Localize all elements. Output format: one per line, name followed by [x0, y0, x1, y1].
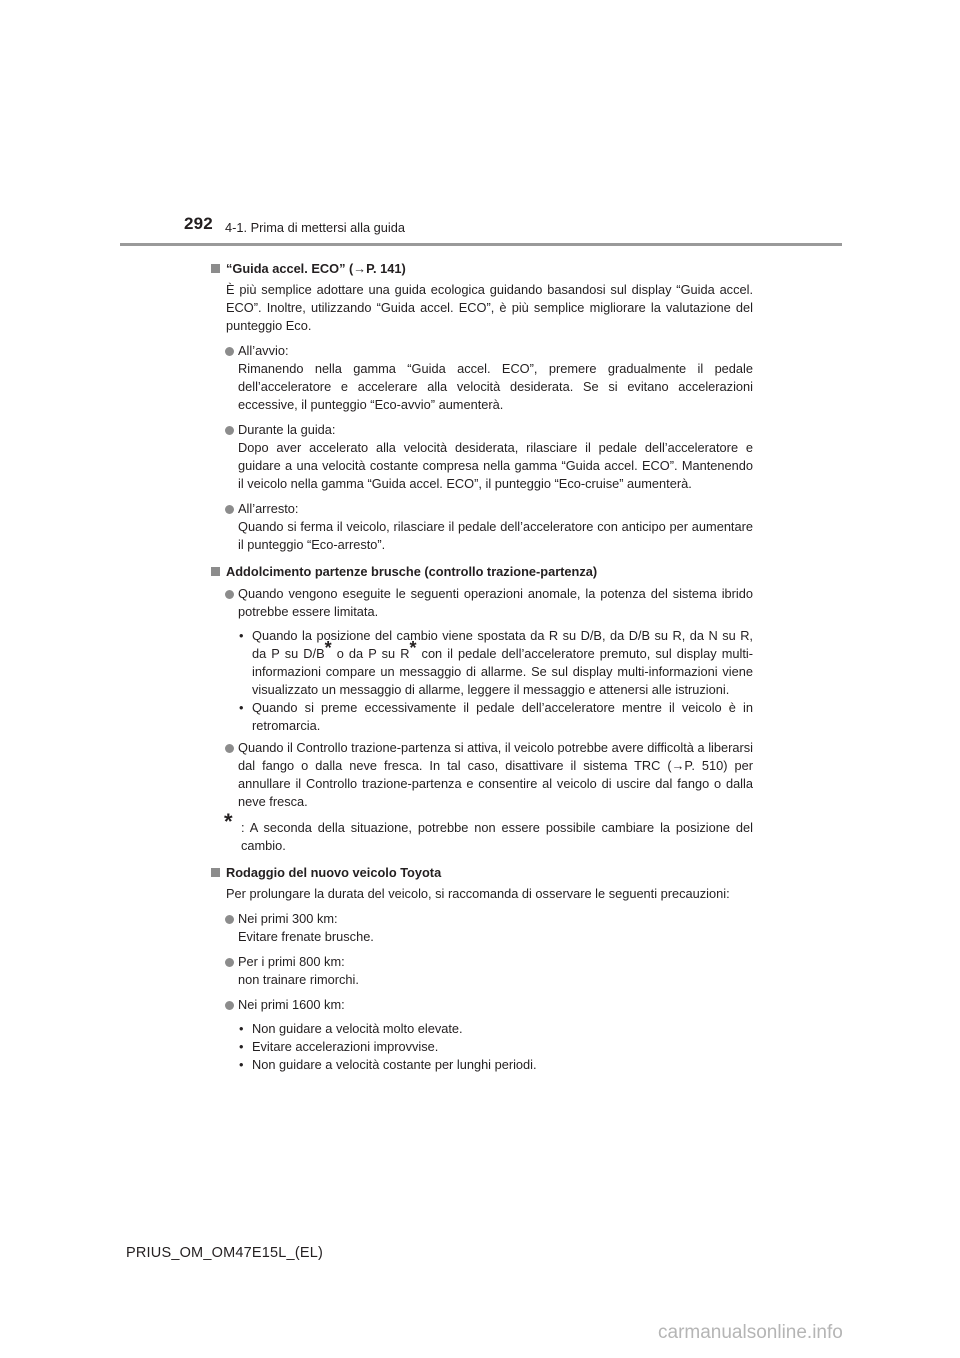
subitem-text-c: con il pedale dell’acceleratore premuto, sul display multi-informazioni compare un messaggio di allarme. Se sul display multi-informazioni viene visualizzato un messaggio di allarme, leggere il messaggio e attenersi alle istruzioni.: [252, 646, 753, 697]
footnote: [208, 809, 753, 855]
asterisk-icon: *: [324, 638, 332, 658]
subitem-text: Quando si preme eccessivamente il pedale dell’acceleratore mentre il veicolo è in retromarcia.: [252, 700, 753, 733]
soft-start-sublist: [208, 627, 753, 735]
list-item: [238, 1056, 753, 1074]
bullet-text: Quando vengono eseguite le seguenti operazioni anomale, la potenza del sistema ibrido potrebbe essere limitata.: [238, 586, 753, 619]
list-item: [238, 1020, 753, 1038]
circle-bullet-icon: [225, 426, 234, 435]
soft-start-heading-text: Addolcimento partenze brusche (controllo trazione-partenza): [226, 564, 598, 579]
eco-bullet-stop: [208, 500, 753, 554]
eco-bullet-driving: [208, 421, 753, 493]
asterisk-icon: *: [409, 638, 417, 658]
subitem-text: Evitare accelerazioni improvvise.: [252, 1039, 439, 1054]
dot-bullet-icon: •: [239, 1021, 244, 1036]
soft-start-bullet-1: [208, 585, 753, 621]
circle-bullet-icon: [225, 958, 234, 967]
break-in-sublist: [208, 1020, 753, 1074]
list-item: [238, 1038, 753, 1056]
bullet-text: Evitare frenate brusche.: [238, 929, 374, 944]
subitem-text: Non guidare a velocità molto elevate.: [252, 1021, 463, 1036]
circle-bullet-icon: [225, 347, 234, 356]
bullet-title: Durante la guida:: [238, 422, 336, 437]
circle-bullet-icon: [225, 590, 234, 599]
subitem-text-b: o da P su R: [336, 646, 410, 661]
header-divider: [120, 243, 842, 246]
bullet-title: Nei primi 300 km:: [238, 911, 338, 926]
square-bullet-icon: [211, 264, 220, 273]
dot-bullet-icon: •: [239, 628, 244, 643]
footnote-text: : A seconda della situazione, potrebbe non essere possibile cambiare la posizione del cambio.: [241, 820, 753, 853]
circle-bullet-icon: [225, 505, 234, 514]
bullet-text: Quando si ferma il veicolo, rilasciare il pedale dell’acceleratore con anticipo per aumentare il punteggio “Eco-arresto”.: [238, 519, 753, 552]
document-code: PRIUS_OM_OM47E15L_(EL): [126, 1245, 324, 1261]
dot-bullet-icon: •: [239, 700, 244, 715]
break-in-intro: Per prolungare la durata del veicolo, si raccomanda di osservare le seguenti precauzioni:: [226, 886, 730, 901]
subitem-text-a: Quando la posizione del cambio viene spostata da R su D/B, da D/B su R, da N su R, da P su D/B: [252, 628, 753, 661]
page-number: 292: [184, 214, 213, 233]
break-in-bullet-1600: [208, 996, 753, 1014]
dot-bullet-icon: •: [239, 1039, 244, 1054]
list-item: [238, 699, 753, 735]
page-content: [208, 252, 753, 1074]
bullet-text: non trainare rimorchi.: [238, 972, 359, 987]
break-in-heading-text: Rodaggio del nuovo veicolo Toyota: [226, 865, 442, 880]
eco-bullet-start: [208, 342, 753, 414]
break-in-heading: [208, 864, 753, 882]
break-in-bullet-300: [208, 910, 753, 946]
soft-start-bullet-2: [208, 739, 753, 811]
bullet-text: Rimanendo nella gamma “Guida accel. ECO”, premere gradualmente il pedale dell’acceleratore e accelerare alla velocità desiderata. Se si evitano accelerazioni eccessive, il punteggio “Eco-avvio” aumenterà.: [238, 361, 753, 412]
bullet-title: All’avvio:: [238, 343, 289, 358]
subitem-text: Non guidare a velocità costante per lunghi periodi.: [252, 1057, 537, 1072]
dot-bullet-icon: •: [239, 1057, 244, 1072]
section-title: 4-1. Prima di mettersi alla guida: [225, 220, 405, 235]
bullet-title: Nei primi 1600 km:: [238, 997, 345, 1012]
watermark: carmanualsonline.info: [658, 1322, 843, 1343]
bullet-text: Quando il Controllo trazione-partenza si attiva, il veicolo potrebbe avere difficoltà a liberarsi dal fango o dalla neve fresca. In tal caso, disattivare il sistema TRC (→P. 510) per annullare il Controllo trazione-partenza e consentire al veicolo di uscire dal fango o dalla neve fresca.: [238, 740, 753, 809]
soft-start-heading: [208, 563, 753, 581]
bullet-title: All’arresto:: [238, 501, 299, 516]
circle-bullet-icon: [225, 744, 234, 753]
list-item: [238, 627, 753, 699]
eco-intro: È più semplice adottare una guida ecologica guidando basandosi sul display “Guida accel. ECO”. Inoltre, utilizzando “Guida accel. ECO”, è più semplice migliorare la valutazione del punteggio Eco.: [226, 282, 753, 333]
eco-heading-text: “Guida accel. ECO” (→P. 141): [226, 261, 406, 276]
eco-heading: [208, 260, 753, 278]
asterisk-icon: *: [224, 809, 233, 834]
circle-bullet-icon: [225, 1001, 234, 1010]
bullet-title: Per i primi 800 km:: [238, 954, 345, 969]
circle-bullet-icon: [225, 915, 234, 924]
bullet-text: Dopo aver accelerato alla velocità desiderata, rilasciare il pedale dell’acceleratore e guidare a una velocità costante compresa nella gamma “Guida accel. ECO”. Mantenendo il veicolo nella gamma “Guida accel. ECO”, il punteggio “Eco-cruise” aumenterà.: [238, 440, 753, 491]
square-bullet-icon: [211, 567, 220, 576]
square-bullet-icon: [211, 868, 220, 877]
break-in-bullet-800: [208, 953, 753, 989]
page-header: [0, 0, 960, 250]
